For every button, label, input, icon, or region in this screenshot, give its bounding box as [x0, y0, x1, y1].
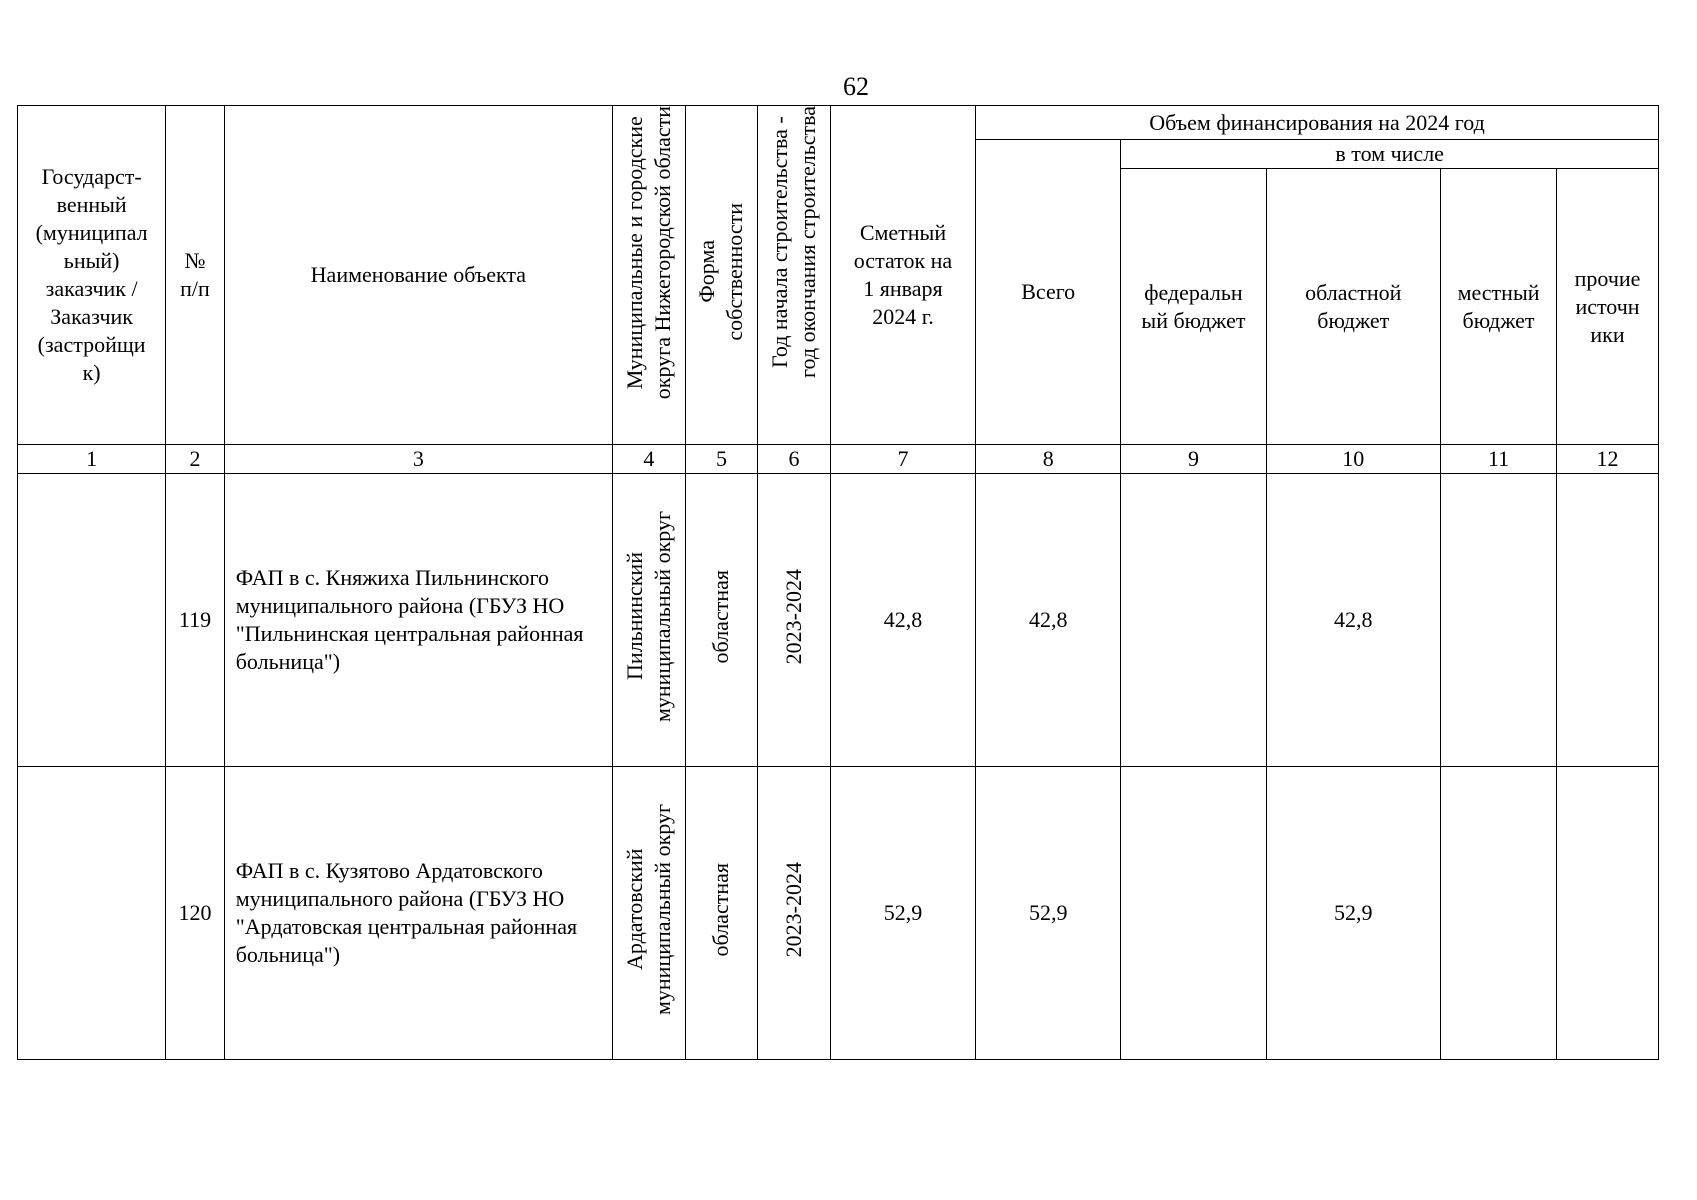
row-index: 120 — [166, 767, 224, 1060]
header-funding-group: Объем финансирования на 2024 год — [976, 106, 1659, 140]
header-estimate-balance: Сметный остаток на 1 января 2024 г. — [830, 106, 975, 445]
row-customer — [18, 474, 166, 767]
row-estimate-balance: 42,8 — [830, 474, 975, 767]
header-object-name: Наименование объекта — [224, 106, 612, 445]
row-estimate-balance: 52,9 — [830, 767, 975, 1060]
row-ownership: областная — [708, 862, 734, 957]
column-number: 9 — [1121, 445, 1266, 474]
row-other — [1557, 767, 1659, 1060]
column-number: 2 — [166, 445, 224, 474]
header-federal: федеральн ый бюджет — [1121, 169, 1266, 445]
row-local — [1441, 474, 1557, 767]
header-total: Всего — [976, 140, 1121, 445]
table-row — [18, 474, 1659, 767]
row-municipality: Ардатовский муниципальный округ — [621, 803, 675, 1015]
row-other — [1557, 474, 1659, 767]
table-row — [18, 767, 1659, 1060]
row-municipality-cell — [613, 474, 686, 767]
row-regional: 52,9 — [1266, 767, 1440, 1060]
header-customer: Государст- венный (муниципал ьный) заказчик / Заказчик (застройщи к) — [18, 106, 166, 445]
header-ownership: Форма собственности — [694, 202, 748, 341]
header-including: в том числе — [1121, 140, 1659, 169]
column-number: 12 — [1557, 445, 1659, 474]
row-customer — [18, 767, 166, 1060]
column-number: 8 — [976, 445, 1121, 474]
header-local: местный бюджет — [1441, 169, 1557, 445]
row-ownership: областная — [708, 569, 734, 664]
header-municipality-cell — [613, 106, 686, 445]
header-regional: областной бюджет — [1266, 169, 1440, 445]
header-other: прочие источн ики — [1557, 169, 1659, 445]
column-number: 11 — [1441, 445, 1557, 474]
row-total: 42,8 — [976, 474, 1121, 767]
header-years-cell — [758, 106, 831, 445]
header-years: Год начала строительства - год окончания строительства — [767, 106, 821, 378]
column-number: 1 — [18, 445, 166, 474]
row-federal — [1121, 474, 1266, 767]
page-number: 62 — [843, 72, 869, 101]
header-ownership-cell — [685, 106, 758, 445]
row-municipality: Пильнинский муниципальный округ — [621, 510, 675, 722]
row-years-cell — [758, 767, 831, 1060]
column-number: 7 — [830, 445, 975, 474]
row-local — [1441, 767, 1557, 1060]
row-object-name: ФАП в с. Кузятово Ардатовского муниципального района (ГБУЗ НО "Ардатовская центральная районная больница") — [224, 767, 612, 1060]
row-ownership-cell — [685, 474, 758, 767]
column-number: 5 — [685, 445, 758, 474]
header-municipality: Муниципальные и городские округа Нижегородской области — [621, 106, 675, 400]
row-ownership-cell — [685, 767, 758, 1060]
row-years: 2023-2024 — [781, 861, 807, 958]
column-number: 6 — [758, 445, 831, 474]
row-regional: 42,8 — [1266, 474, 1440, 767]
column-number: 3 — [224, 445, 612, 474]
row-index: 119 — [166, 474, 224, 767]
column-number-row — [18, 445, 1659, 474]
header-index: № п/п — [166, 106, 224, 445]
row-years: 2023-2024 — [781, 568, 807, 665]
column-number: 10 — [1266, 445, 1440, 474]
column-number: 4 — [613, 445, 686, 474]
row-years-cell — [758, 474, 831, 767]
row-total: 52,9 — [976, 767, 1121, 1060]
investment-table — [17, 105, 1659, 1060]
row-municipality-cell — [613, 767, 686, 1060]
row-object-name: ФАП в с. Княжиха Пильнинского муниципального района (ГБУЗ НО "Пильнинская центральная районная больница") — [224, 474, 612, 767]
row-federal — [1121, 767, 1266, 1060]
